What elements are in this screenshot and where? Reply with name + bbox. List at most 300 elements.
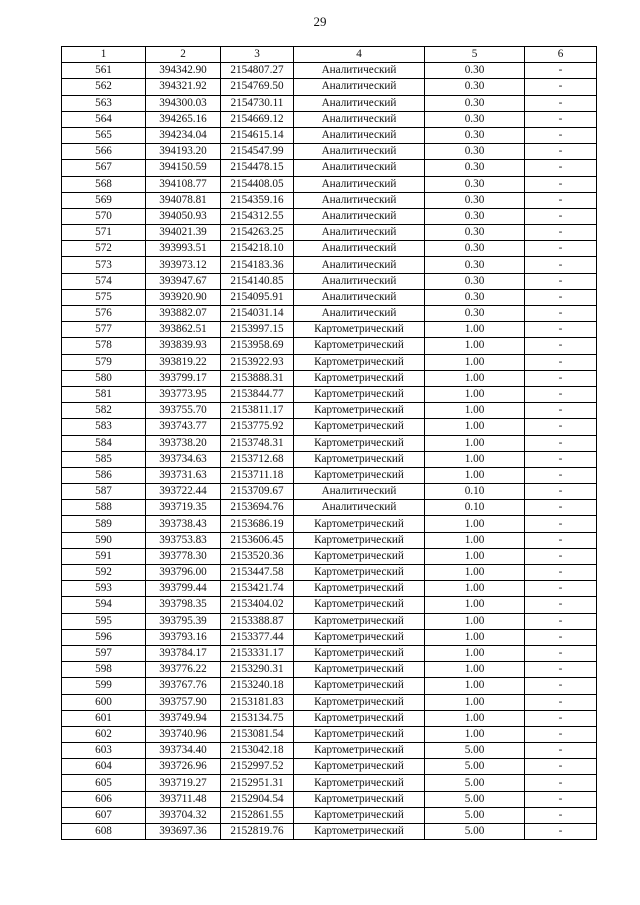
table-row	[62, 306, 597, 322]
point-number-cell: 602	[62, 726, 146, 742]
point-number-cell: 579	[62, 354, 146, 370]
method-cell: Картометрический	[294, 662, 425, 678]
x-coordinate-cell: 393784.17	[146, 645, 221, 661]
accuracy-cell: 5.00	[425, 759, 525, 775]
accuracy-cell: 5.00	[425, 775, 525, 791]
x-coordinate-cell: 394321.92	[146, 79, 221, 95]
method-cell: Картометрический	[294, 403, 425, 419]
point-number-cell: 583	[62, 419, 146, 435]
accuracy-cell: 1.00	[425, 565, 525, 581]
accuracy-cell: 0.30	[425, 176, 525, 192]
method-cell: Аналитический	[294, 241, 425, 257]
x-coordinate-cell: 394193.20	[146, 144, 221, 160]
table-row	[62, 678, 597, 694]
accuracy-cell: 0.10	[425, 484, 525, 500]
note-cell: -	[525, 824, 597, 840]
table-row	[62, 403, 597, 419]
accuracy-cell: 1.00	[425, 419, 525, 435]
accuracy-cell: 0.30	[425, 79, 525, 95]
y-coordinate-cell: 2153711.18	[221, 467, 294, 483]
note-cell: -	[525, 484, 597, 500]
method-cell: Аналитический	[294, 273, 425, 289]
table-row	[62, 208, 597, 224]
accuracy-cell: 1.00	[425, 451, 525, 467]
y-coordinate-cell: 2153712.68	[221, 451, 294, 467]
point-number-cell: 607	[62, 807, 146, 823]
method-cell: Аналитический	[294, 111, 425, 127]
y-coordinate-cell: 2154140.85	[221, 273, 294, 289]
method-cell: Картометрический	[294, 678, 425, 694]
method-cell: Картометрический	[294, 435, 425, 451]
note-cell: -	[525, 241, 597, 257]
note-cell: -	[525, 775, 597, 791]
accuracy-cell: 1.00	[425, 645, 525, 661]
y-coordinate-cell: 2152904.54	[221, 791, 294, 807]
note-cell: -	[525, 613, 597, 629]
y-coordinate-cell: 2154218.10	[221, 241, 294, 257]
method-cell: Аналитический	[294, 95, 425, 111]
table-row	[62, 597, 597, 613]
method-cell: Картометрический	[294, 370, 425, 386]
note-cell: -	[525, 306, 597, 322]
method-cell: Картометрический	[294, 597, 425, 613]
table-row	[62, 500, 597, 516]
method-cell: Картометрический	[294, 791, 425, 807]
column-header: 4	[294, 47, 425, 63]
y-coordinate-cell: 2153709.67	[221, 484, 294, 500]
accuracy-cell: 1.00	[425, 629, 525, 645]
table-row	[62, 662, 597, 678]
y-coordinate-cell: 2154547.99	[221, 144, 294, 160]
point-number-cell: 571	[62, 225, 146, 241]
table-row	[62, 160, 597, 176]
accuracy-cell: 5.00	[425, 743, 525, 759]
y-coordinate-cell: 2153290.31	[221, 662, 294, 678]
accuracy-cell: 0.30	[425, 306, 525, 322]
method-cell: Аналитический	[294, 160, 425, 176]
table-row	[62, 807, 597, 823]
note-cell: -	[525, 662, 597, 678]
accuracy-cell: 1.00	[425, 370, 525, 386]
method-cell: Аналитический	[294, 500, 425, 516]
y-coordinate-cell: 2153377.44	[221, 629, 294, 645]
y-coordinate-cell: 2154478.15	[221, 160, 294, 176]
method-cell: Картометрический	[294, 629, 425, 645]
method-cell: Картометрический	[294, 451, 425, 467]
method-cell: Картометрический	[294, 743, 425, 759]
y-coordinate-cell: 2153421.74	[221, 581, 294, 597]
y-coordinate-cell: 2153775.92	[221, 419, 294, 435]
accuracy-cell: 0.30	[425, 257, 525, 273]
x-coordinate-cell: 393743.77	[146, 419, 221, 435]
accuracy-cell: 5.00	[425, 824, 525, 840]
y-coordinate-cell: 2153694.76	[221, 500, 294, 516]
accuracy-cell: 0.30	[425, 241, 525, 257]
y-coordinate-cell: 2153447.58	[221, 565, 294, 581]
point-number-cell: 565	[62, 127, 146, 143]
point-number-cell: 568	[62, 176, 146, 192]
table-row	[62, 192, 597, 208]
x-coordinate-cell: 393796.00	[146, 565, 221, 581]
accuracy-cell: 1.00	[425, 532, 525, 548]
accuracy-cell: 1.00	[425, 435, 525, 451]
x-coordinate-cell: 393767.76	[146, 678, 221, 694]
table-row	[62, 629, 597, 645]
y-coordinate-cell: 2153404.02	[221, 597, 294, 613]
point-number-cell: 601	[62, 710, 146, 726]
point-number-cell: 608	[62, 824, 146, 840]
x-coordinate-cell: 393795.39	[146, 613, 221, 629]
method-cell: Аналитический	[294, 289, 425, 305]
point-number-cell: 576	[62, 306, 146, 322]
method-cell: Картометрический	[294, 645, 425, 661]
point-number-cell: 587	[62, 484, 146, 500]
accuracy-cell: 1.00	[425, 467, 525, 483]
x-coordinate-cell: 393819.22	[146, 354, 221, 370]
note-cell: -	[525, 111, 597, 127]
table-row	[62, 176, 597, 192]
note-cell: -	[525, 548, 597, 564]
method-cell: Картометрический	[294, 322, 425, 338]
note-cell: -	[525, 79, 597, 95]
note-cell: -	[525, 370, 597, 386]
x-coordinate-cell: 393704.32	[146, 807, 221, 823]
y-coordinate-cell: 2153331.17	[221, 645, 294, 661]
point-number-cell: 593	[62, 581, 146, 597]
method-cell: Аналитический	[294, 144, 425, 160]
note-cell: -	[525, 176, 597, 192]
note-cell: -	[525, 451, 597, 467]
point-number-cell: 599	[62, 678, 146, 694]
x-coordinate-cell: 393719.27	[146, 775, 221, 791]
accuracy-cell: 1.00	[425, 322, 525, 338]
point-number-cell: 581	[62, 386, 146, 402]
accuracy-cell: 0.30	[425, 160, 525, 176]
method-cell: Аналитический	[294, 127, 425, 143]
table-row	[62, 144, 597, 160]
note-cell: -	[525, 807, 597, 823]
method-cell: Картометрический	[294, 726, 425, 742]
y-coordinate-cell: 2154807.27	[221, 63, 294, 79]
y-coordinate-cell: 2154408.05	[221, 176, 294, 192]
accuracy-cell: 1.00	[425, 613, 525, 629]
table-row	[62, 370, 597, 386]
y-coordinate-cell: 2154769.50	[221, 79, 294, 95]
y-coordinate-cell: 2153686.19	[221, 516, 294, 532]
accuracy-cell: 0.30	[425, 289, 525, 305]
method-cell: Картометрический	[294, 565, 425, 581]
method-cell: Картометрический	[294, 613, 425, 629]
point-number-cell: 578	[62, 338, 146, 354]
x-coordinate-cell: 394108.77	[146, 176, 221, 192]
note-cell: -	[525, 403, 597, 419]
point-number-cell: 570	[62, 208, 146, 224]
y-coordinate-cell: 2153997.15	[221, 322, 294, 338]
accuracy-cell: 0.30	[425, 208, 525, 224]
point-number-cell: 595	[62, 613, 146, 629]
column-header: 5	[425, 47, 525, 63]
point-number-cell: 604	[62, 759, 146, 775]
accuracy-cell: 1.00	[425, 662, 525, 678]
point-number-cell: 600	[62, 694, 146, 710]
x-coordinate-cell: 394234.04	[146, 127, 221, 143]
accuracy-cell: 1.00	[425, 548, 525, 564]
note-cell: -	[525, 645, 597, 661]
note-cell: -	[525, 597, 597, 613]
x-coordinate-cell: 393738.43	[146, 516, 221, 532]
point-number-cell: 569	[62, 192, 146, 208]
x-coordinate-cell: 393722.44	[146, 484, 221, 500]
note-cell: -	[525, 257, 597, 273]
point-number-cell: 573	[62, 257, 146, 273]
table-row	[62, 710, 597, 726]
accuracy-cell: 1.00	[425, 694, 525, 710]
note-cell: -	[525, 759, 597, 775]
method-cell: Аналитический	[294, 208, 425, 224]
x-coordinate-cell: 393755.70	[146, 403, 221, 419]
point-number-cell: 591	[62, 548, 146, 564]
x-coordinate-cell: 393776.22	[146, 662, 221, 678]
point-number-cell: 580	[62, 370, 146, 386]
y-coordinate-cell: 2154730.11	[221, 95, 294, 111]
method-cell: Картометрический	[294, 532, 425, 548]
method-cell: Картометрический	[294, 775, 425, 791]
y-coordinate-cell: 2153240.18	[221, 678, 294, 694]
note-cell: -	[525, 273, 597, 289]
point-number-cell: 589	[62, 516, 146, 532]
table-row	[62, 581, 597, 597]
note-cell: -	[525, 467, 597, 483]
point-number-cell: 574	[62, 273, 146, 289]
note-cell: -	[525, 743, 597, 759]
x-coordinate-cell: 393793.16	[146, 629, 221, 645]
table-row	[62, 484, 597, 500]
table-row	[62, 775, 597, 791]
note-cell: -	[525, 144, 597, 160]
x-coordinate-cell: 393839.93	[146, 338, 221, 354]
y-coordinate-cell: 2154263.25	[221, 225, 294, 241]
point-number-cell: 567	[62, 160, 146, 176]
x-coordinate-cell: 393947.67	[146, 273, 221, 289]
x-coordinate-cell: 393778.30	[146, 548, 221, 564]
note-cell: -	[525, 63, 597, 79]
column-header: 2	[146, 47, 221, 63]
point-number-cell: 582	[62, 403, 146, 419]
table-row	[62, 824, 597, 840]
point-number-cell: 603	[62, 743, 146, 759]
table-row	[62, 516, 597, 532]
table-row	[62, 225, 597, 241]
table-row	[62, 127, 597, 143]
table-row	[62, 386, 597, 402]
method-cell: Картометрический	[294, 824, 425, 840]
table-row	[62, 419, 597, 435]
note-cell: -	[525, 127, 597, 143]
y-coordinate-cell: 2154359.16	[221, 192, 294, 208]
accuracy-cell: 0.30	[425, 63, 525, 79]
y-coordinate-cell: 2154312.55	[221, 208, 294, 224]
note-cell: -	[525, 581, 597, 597]
method-cell: Аналитический	[294, 257, 425, 273]
table-row	[62, 241, 597, 257]
y-coordinate-cell: 2153134.75	[221, 710, 294, 726]
x-coordinate-cell: 393711.48	[146, 791, 221, 807]
x-coordinate-cell: 394050.93	[146, 208, 221, 224]
accuracy-cell: 0.30	[425, 192, 525, 208]
x-coordinate-cell: 393749.94	[146, 710, 221, 726]
table-row	[62, 79, 597, 95]
x-coordinate-cell: 393731.63	[146, 467, 221, 483]
note-cell: -	[525, 289, 597, 305]
table-row	[62, 726, 597, 742]
accuracy-cell: 0.30	[425, 95, 525, 111]
table-row	[62, 791, 597, 807]
point-number-cell: 577	[62, 322, 146, 338]
x-coordinate-cell: 394150.59	[146, 160, 221, 176]
table-row	[62, 257, 597, 273]
method-cell: Картометрический	[294, 710, 425, 726]
note-cell: -	[525, 435, 597, 451]
note-cell: -	[525, 565, 597, 581]
x-coordinate-cell: 393734.40	[146, 743, 221, 759]
point-number-cell: 594	[62, 597, 146, 613]
point-number-cell: 575	[62, 289, 146, 305]
x-coordinate-cell: 393920.90	[146, 289, 221, 305]
y-coordinate-cell: 2153081.54	[221, 726, 294, 742]
point-number-cell: 592	[62, 565, 146, 581]
x-coordinate-cell: 393738.20	[146, 435, 221, 451]
y-coordinate-cell: 2153388.87	[221, 613, 294, 629]
x-coordinate-cell: 393773.95	[146, 386, 221, 402]
note-cell: -	[525, 532, 597, 548]
note-cell: -	[525, 500, 597, 516]
x-coordinate-cell: 394078.81	[146, 192, 221, 208]
accuracy-cell: 0.30	[425, 225, 525, 241]
table-body	[62, 63, 597, 840]
point-number-cell: 561	[62, 63, 146, 79]
point-number-cell: 586	[62, 467, 146, 483]
note-cell: -	[525, 516, 597, 532]
table-row	[62, 645, 597, 661]
y-coordinate-cell: 2154031.14	[221, 306, 294, 322]
y-coordinate-cell: 2152819.76	[221, 824, 294, 840]
accuracy-cell: 1.00	[425, 516, 525, 532]
method-cell: Аналитический	[294, 192, 425, 208]
accuracy-cell: 1.00	[425, 403, 525, 419]
note-cell: -	[525, 386, 597, 402]
x-coordinate-cell: 393719.35	[146, 500, 221, 516]
x-coordinate-cell: 393740.96	[146, 726, 221, 742]
table-row	[62, 743, 597, 759]
point-number-cell: 563	[62, 95, 146, 111]
y-coordinate-cell: 2154095.91	[221, 289, 294, 305]
note-cell: -	[525, 726, 597, 742]
table-row	[62, 451, 597, 467]
table-row	[62, 95, 597, 111]
y-coordinate-cell: 2153520.36	[221, 548, 294, 564]
method-cell: Картометрический	[294, 354, 425, 370]
y-coordinate-cell: 2154669.12	[221, 111, 294, 127]
table-row	[62, 63, 597, 79]
page-number: 29	[313, 14, 327, 29]
x-coordinate-cell: 394300.03	[146, 95, 221, 111]
point-number-cell: 597	[62, 645, 146, 661]
y-coordinate-cell: 2153888.31	[221, 370, 294, 386]
table-row	[62, 613, 597, 629]
accuracy-cell: 1.00	[425, 710, 525, 726]
point-number-cell: 566	[62, 144, 146, 160]
table-header-row	[62, 47, 597, 63]
table-row	[62, 289, 597, 305]
point-number-cell: 585	[62, 451, 146, 467]
table-row	[62, 467, 597, 483]
accuracy-cell: 5.00	[425, 791, 525, 807]
method-cell: Картометрический	[294, 386, 425, 402]
method-cell: Аналитический	[294, 79, 425, 95]
accuracy-cell: 1.00	[425, 386, 525, 402]
note-cell: -	[525, 629, 597, 645]
point-number-cell: 562	[62, 79, 146, 95]
x-coordinate-cell: 394265.16	[146, 111, 221, 127]
x-coordinate-cell: 393757.90	[146, 694, 221, 710]
x-coordinate-cell: 393697.36	[146, 824, 221, 840]
note-cell: -	[525, 791, 597, 807]
method-cell: Аналитический	[294, 306, 425, 322]
accuracy-cell: 0.30	[425, 273, 525, 289]
point-number-cell: 572	[62, 241, 146, 257]
y-coordinate-cell: 2153844.77	[221, 386, 294, 402]
x-coordinate-cell: 393798.35	[146, 597, 221, 613]
y-coordinate-cell: 2153181.83	[221, 694, 294, 710]
method-cell: Аналитический	[294, 225, 425, 241]
point-number-cell: 584	[62, 435, 146, 451]
table-row	[62, 322, 597, 338]
x-coordinate-cell: 393734.63	[146, 451, 221, 467]
y-coordinate-cell: 2153606.45	[221, 532, 294, 548]
x-coordinate-cell: 393753.83	[146, 532, 221, 548]
x-coordinate-cell: 393973.12	[146, 257, 221, 273]
x-coordinate-cell: 394021.39	[146, 225, 221, 241]
table-row	[62, 532, 597, 548]
method-cell: Аналитический	[294, 63, 425, 79]
table-row	[62, 354, 597, 370]
method-cell: Картометрический	[294, 548, 425, 564]
x-coordinate-cell: 393726.96	[146, 759, 221, 775]
column-header: 6	[525, 47, 597, 63]
x-coordinate-cell: 393882.07	[146, 306, 221, 322]
y-coordinate-cell: 2153811.17	[221, 403, 294, 419]
accuracy-cell: 1.00	[425, 581, 525, 597]
table-row	[62, 694, 597, 710]
note-cell: -	[525, 225, 597, 241]
accuracy-cell: 5.00	[425, 807, 525, 823]
y-coordinate-cell: 2154183.36	[221, 257, 294, 273]
y-coordinate-cell: 2152997.52	[221, 759, 294, 775]
x-coordinate-cell: 393799.44	[146, 581, 221, 597]
column-header: 3	[221, 47, 294, 63]
method-cell: Картометрический	[294, 759, 425, 775]
y-coordinate-cell: 2153922.93	[221, 354, 294, 370]
accuracy-cell: 1.00	[425, 726, 525, 742]
coordinates-table	[61, 46, 597, 840]
point-number-cell: 605	[62, 775, 146, 791]
accuracy-cell: 1.00	[425, 597, 525, 613]
accuracy-cell: 0.10	[425, 500, 525, 516]
y-coordinate-cell: 2153748.31	[221, 435, 294, 451]
table-row	[62, 273, 597, 289]
x-coordinate-cell: 393993.51	[146, 241, 221, 257]
method-cell: Картометрический	[294, 419, 425, 435]
